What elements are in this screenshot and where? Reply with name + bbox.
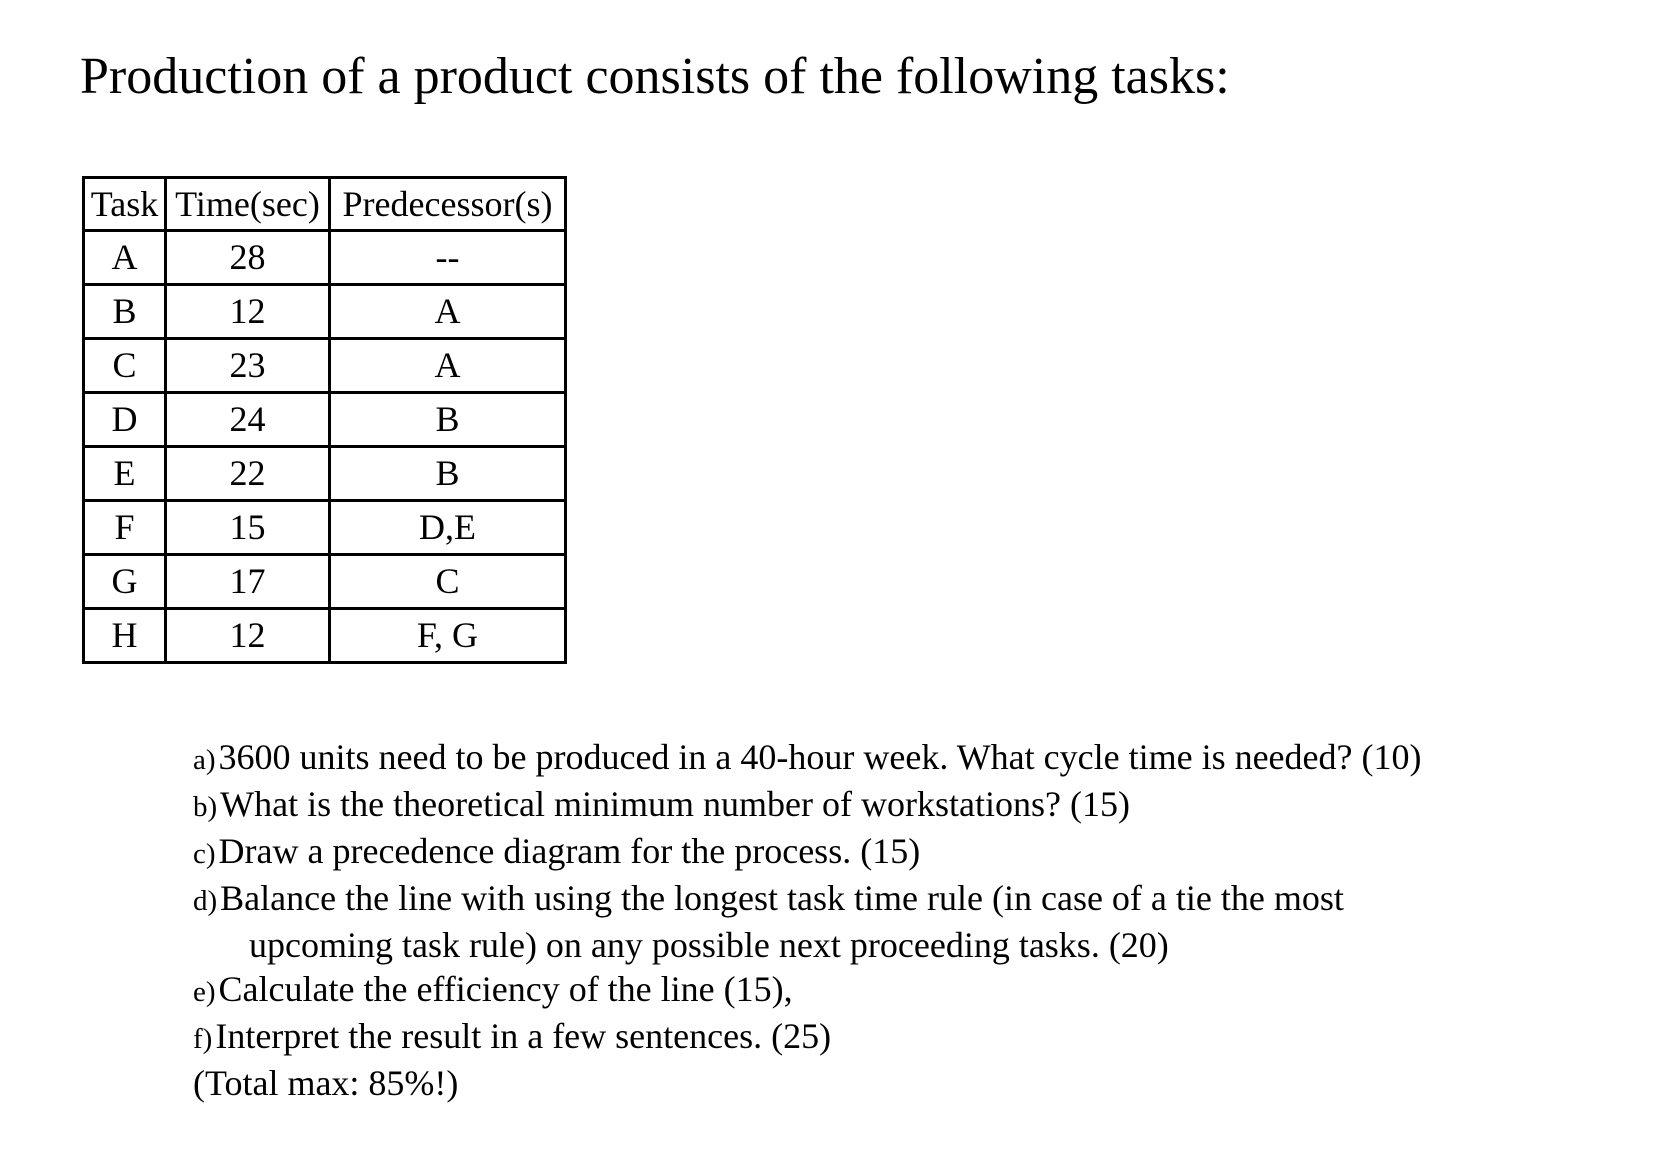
cell-task: D [84,393,166,447]
header-task: Task [84,178,166,231]
header-time: Time(sec) [166,178,330,231]
task-table [82,176,567,664]
table-row [84,231,566,285]
cell-time: 12 [166,609,330,663]
table-row [84,285,566,339]
cell-predecessors: A [330,285,566,339]
question-text: What is the theoretical minimum number of workstations? (15) [220,784,1130,824]
cell-task: H [84,609,166,663]
cell-time: 23 [166,339,330,393]
question-text: Balance the line with using the longest task time rule (in case of a tie the most [220,878,1344,918]
question-d [193,876,1515,967]
question-text: Calculate the efficiency of the line (15), [218,969,793,1009]
cell-time: 15 [166,501,330,555]
question-label: b) [193,791,218,823]
question-e [193,967,1515,1014]
cell-time: 17 [166,555,330,609]
cell-task: A [84,231,166,285]
header-predecessors: Predecessor(s) [330,178,566,231]
question-label: c) [193,838,216,870]
table-row [84,339,566,393]
table-row [84,555,566,609]
cell-predecessors: B [330,393,566,447]
cell-time: 12 [166,285,330,339]
cell-task: B [84,285,166,339]
question-text: 3600 units need to be produced in a 40-hour week. What cycle time is needed? (10) [218,737,1422,777]
cell-time: 24 [166,393,330,447]
cell-task: F [84,501,166,555]
question-text: Draw a precedence diagram for the process. (15) [218,831,921,871]
table-row [84,609,566,663]
cell-task: G [84,555,166,609]
total-note: (Total max: 85%!) [193,1063,459,1103]
table-row [84,447,566,501]
question-text-continuation: upcoming task rule) on any possible next proceeding tasks. (20) [249,925,1169,965]
table-row [84,393,566,447]
cell-predecessors: A [330,339,566,393]
page-title: Production of a product consists of the following tasks: [80,48,1230,105]
cell-predecessors: -- [330,231,566,285]
table-header-row [84,178,566,231]
question-a [193,735,1515,782]
cell-predecessors: C [330,555,566,609]
question-label: f) [193,1023,213,1055]
cell-task: C [84,339,166,393]
question-label: a) [193,744,216,776]
questions-list [193,735,1515,1105]
cell-predecessors: D,E [330,501,566,555]
question-f [193,1014,1515,1061]
question-text: Interpret the result in a few sentences. (25) [215,1016,832,1056]
cell-time: 22 [166,447,330,501]
question-label: d) [193,885,218,917]
question-b [193,782,1515,829]
cell-time: 28 [166,231,330,285]
question-c [193,829,1515,876]
cell-task: E [84,447,166,501]
table-row [84,501,566,555]
question-label: e) [193,976,216,1008]
cell-predecessors: B [330,447,566,501]
cell-predecessors: F, G [330,609,566,663]
